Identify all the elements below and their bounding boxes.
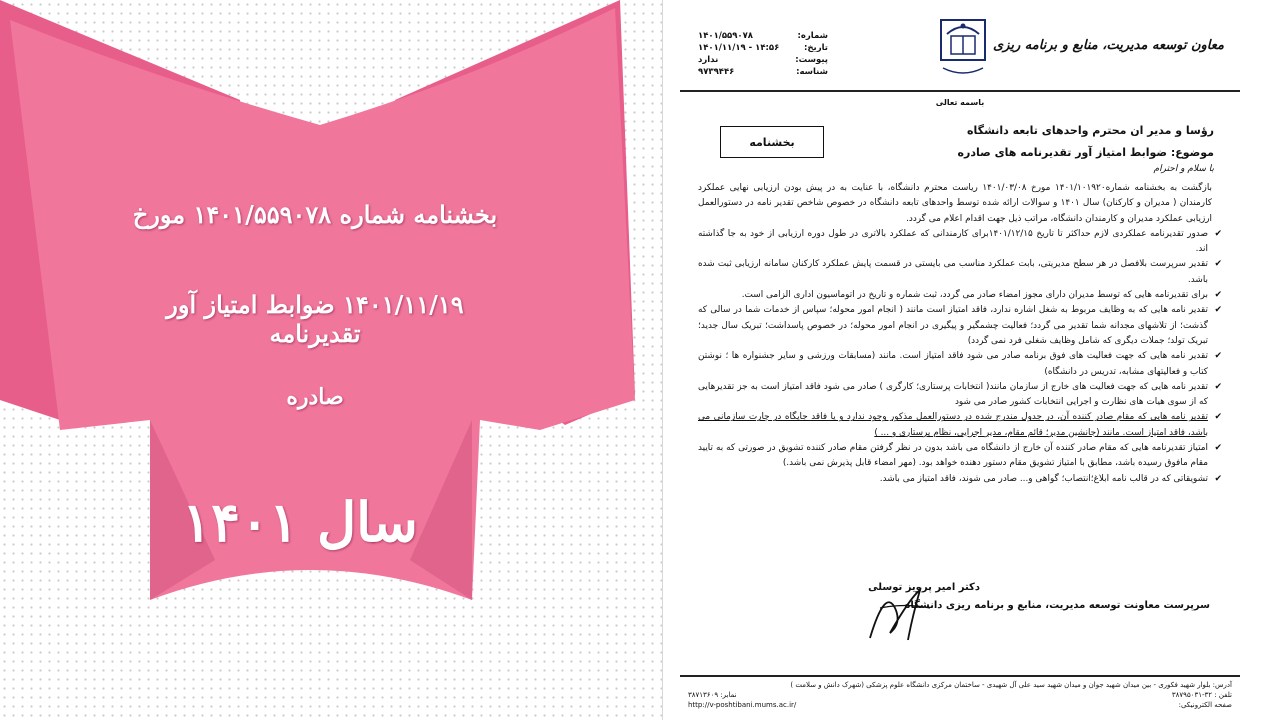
- circular-document: [680, 0, 1240, 720]
- checkmark-icon: ✔: [1214, 259, 1222, 270]
- signatory-title: سرپرست معاونت توسعه مدیریت، منابع و برنامه ریزی دانشگاه: [904, 600, 1210, 611]
- list-item: ✔ تشویقاتی که در قالب نامه ابلاغ؛انتصاب؛ گواهی و... صادر می شوند، فاقد امتیاز می باشد.: [698, 472, 1222, 487]
- signatory-name: دکتر امیر پرویز توسلی: [868, 582, 980, 593]
- intro-paragraph: بازگشت به بخشنامه شماره۱۴۰۱/۱۰۱۹۲۰ مورخ ۱۴۰۱/۰۳/۰۸ ریاست محترم دانشگاه، با عنایت به در پیش بودن ارزیابی نهایی عملکرد کارمندان ( مدیران و کارکنان) سال ۱۴۰۱ و سوالات ارائه شده توسط واحدهای تابعه دانشگاه در خصوص شاخص تقدیر نامه در دستورالعمل ارزیابی عملکرد مدیران و کارمندان دانشگاه، مراتب ذیل جهت اقدام اعلام می گردد.: [698, 183, 1212, 224]
- handwritten-signature: [850, 578, 950, 648]
- checkmark-icon: ✔: [1214, 473, 1222, 484]
- letter-footer: [680, 680, 1240, 710]
- header-divider: [680, 90, 1240, 92]
- university-logo-icon: [935, 16, 991, 80]
- meta-id-row: [698, 66, 828, 78]
- directive-list: [698, 227, 1222, 487]
- footer-web-label: صفحه الکترونیکی:: [1178, 701, 1232, 709]
- checkmark-icon: ✔: [1214, 351, 1222, 362]
- list-item: ✔ تقدیر نامه هایی که مقام صادر کننده آن، در جدول مندرج شده در دستورالعمل مذکور وجود ندارد و یا فاقد جایگاه در چارت سازمانی می باشد، فاقد امتیاز است. مانند (جانشین مدیر؛ قائم مقام، مدیر اجرایی، نظام پرستاری و ... ): [698, 412, 1222, 438]
- document-header-title: معاون توسعه مدیریت، منابع و برنامه ریزی: [992, 38, 1224, 53]
- list-item: ✔ تقدیر نامه هایی که به وظایف مربوط به شغل اشاره ندارد، فاقد امتیاز است مانند ( انجام امور محوله؛ سپاس از خدمات شما در سالی که گذشت؛ از تلاشهای مجدانه شما تقدیر می گردد؛ فعالیت چشمگیر و پیگیری در انجام امور محوله؛ در خصوص پاسداشت؛ تبریک سال جدید؛ تبریک تولد؛ جملات دیگری که شامل وظایف شغلی فرد نمی گردد): [698, 305, 1222, 346]
- meta-id: ۹۷۳۹۴۴۶: [698, 67, 735, 77]
- bismillah: باسمه تعالی: [935, 98, 985, 107]
- list-item: ✔ تقدیر سرپرست بلافصل در هر سطح مدیریتی، بابت عملکرد مناسب می بایستی در قسمت پایش عملکرد کارکنان سامانه ارزیابی ثبت شده باشد.: [698, 259, 1222, 285]
- checkmark-icon: ✔: [1214, 381, 1222, 392]
- greeting: با سلام و احترام: [1153, 164, 1214, 174]
- ribbon-year: سال ۱۴۰۱: [182, 490, 418, 554]
- meta-number-label: شماره:: [797, 31, 828, 41]
- ribbon-heading-line1: بخشنامه شماره ۱۴۰۱/۵۵۹۰۷۸ مورخ: [132, 200, 498, 229]
- meta-date: ۱۴۰۱/۱۱/۱۹ - ۱۴:۵۶: [698, 43, 780, 53]
- subject-line: موضوع: ضوابط امتیاز آور تقدیرنامه های صادره: [957, 146, 1214, 159]
- list-item: ✔ تقدیر نامه هایی که جهت فعالیت های فوق برنامه صادر می شود فاقد امتیاز است. مانند (مسابقات ورزشی و سایر جشنواره ها ؛ نوشتن کتاب و فعالیتهای مشابه، تدریس در دانشگاه): [698, 351, 1222, 377]
- footer-divider: [680, 675, 1240, 677]
- footer-fax: نمابر: ۳۸۷۱۳۶۰۹: [688, 691, 737, 699]
- recipients-line: رؤسا و مدیر ان محترم واحدهای تابعه دانشگاه: [967, 124, 1214, 137]
- ribbon-heading-line3: صادره: [286, 384, 344, 410]
- meta-attachment: ندارد: [698, 55, 719, 65]
- meta-id-label: شناسه:: [796, 67, 828, 77]
- footer-phone: تلفن : ۳۲-۳۸۷۹۵۰۳۱: [1171, 691, 1232, 699]
- meta-attachment-label: پیوست:: [795, 55, 828, 65]
- checkmark-icon: ✔: [1214, 412, 1222, 423]
- letter-body: [698, 181, 1222, 487]
- meta-number-row: [698, 30, 828, 42]
- checkmark-icon: ✔: [1214, 443, 1222, 454]
- list-item: ✔ امتیاز تقدیرنامه هایی که مقام صادر کننده آن خارج از دانشگاه می باشد بدون در نظر گرفتن مقام صادر کننده تشویق در صورتی که به تایید مقام مافوق رسیده باشد، مطابق با امتیاز تشویق مقام دستور دهنده خواهد بود. (مهر امضاء قابل پذیرش نمی باشد.): [698, 443, 1222, 469]
- footer-web-row: [688, 700, 1232, 710]
- ribbon-heading-line2: ۱۴۰۱/۱۱/۱۹ ضوابط امتیاز آور تقدیرنامه: [166, 290, 464, 348]
- list-item: ✔ تقدیر نامه هایی که جهت فعالیت های خارج از سازمان مانند( انتخابات پرستاری؛ کارگری ) صادر می شود فاقد امتیاز است به جز تقدیرهایی که از سوی هیات های نظارت و اجرایی انتخابات کشور صادر می شود: [698, 381, 1222, 408]
- meta-date-label: تاریخ:: [804, 43, 828, 53]
- checkmark-icon: ✔: [1214, 228, 1222, 239]
- footer-web-link[interactable]: http://v-poshtibani.mums.ac.ir/: [688, 701, 797, 709]
- circular-stamp-box: بخشنامه: [720, 126, 824, 158]
- footer-address: آدرس: بلوار شهید فکوری - بین میدان شهید جوان و میدان شهید سید علی آل شهیدی - ساختمان مرکزی دانشگاه علوم پزشکی (شهرک دانش و سلامت ): [790, 681, 1232, 689]
- letter-metadata: [698, 30, 828, 78]
- meta-attachment-row: [698, 54, 828, 66]
- meta-date-row: [698, 42, 828, 54]
- panel-divider: [662, 0, 663, 720]
- checkmark-icon: ✔: [1214, 290, 1222, 301]
- meta-number: ۱۴۰۱/۵۵۹۰۷۸: [698, 31, 753, 41]
- list-item: ✔ برای تقدیرنامه هایی که توسط مدیران دارای مجوز امضاء صادر می گردد، ثبت شماره و تاریخ در اتوماسیون اداری الزامی است.: [698, 288, 1222, 303]
- list-item: ✔ صدور تقدیرنامه عملکردی لازم حداکثر تا تاریخ ۱۴۰۱/۱۲/۱۵برای کارمندانی که عملکرد بالاتری در طول دوره ارزیابی از خود به جا گذاشته اند.: [698, 228, 1222, 255]
- checkmark-icon: ✔: [1214, 305, 1222, 316]
- footer-contact-row: [688, 690, 1232, 700]
